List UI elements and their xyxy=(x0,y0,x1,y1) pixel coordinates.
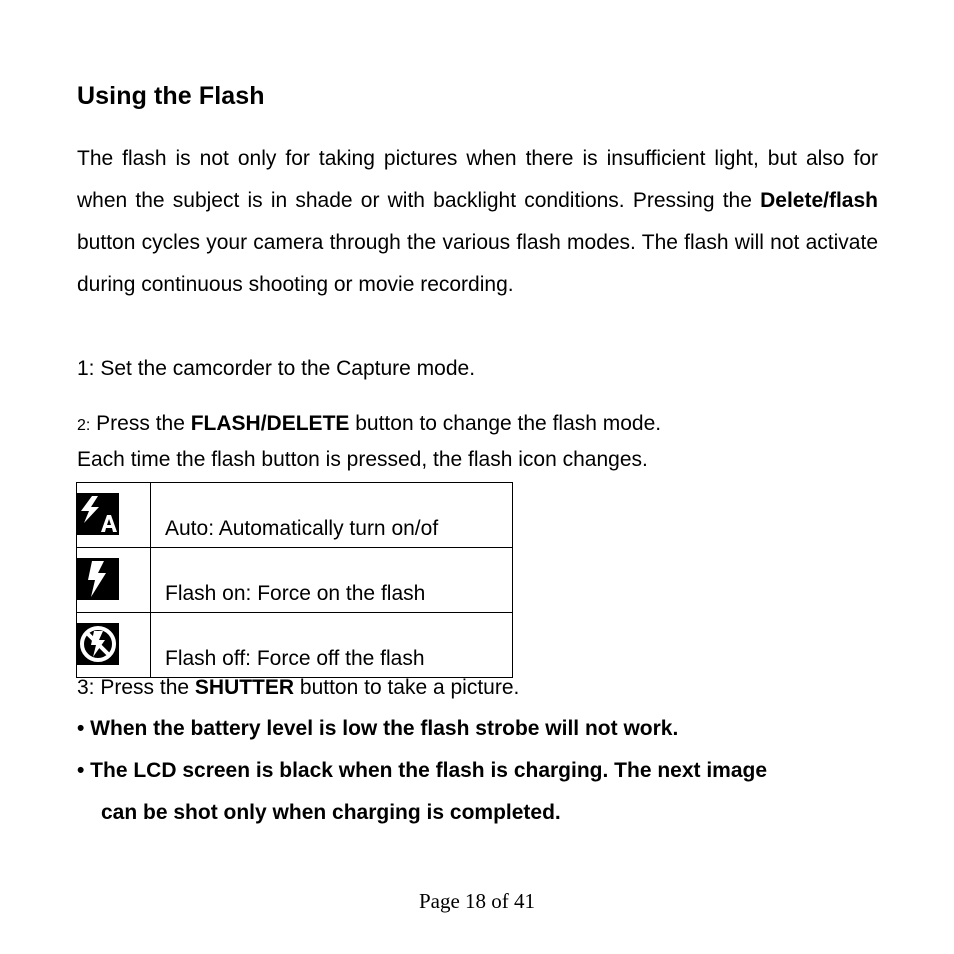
step-2-note: Each time the flash button is pressed, the flash icon changes. xyxy=(77,448,648,471)
intro-paragraph xyxy=(77,138,878,306)
mode-label: Auto: Automatically turn on/of xyxy=(151,483,513,548)
flash-mode-table xyxy=(76,482,513,678)
mode-icon-cell xyxy=(77,548,151,613)
page-number: Page 18 of 41 xyxy=(418,889,536,913)
note-lcd-continued: can be shot only when charging is completed. xyxy=(101,801,561,824)
step-3-text-post: button to take a picture. xyxy=(294,676,520,699)
step-2-number: 2: xyxy=(77,417,91,434)
intro-text-1: The flash is not only for taking pictures when there is insufficient light, but also for when the subject is in shade or with backlight conditions. Pressing the xyxy=(77,147,878,212)
mode-icon-cell xyxy=(77,613,151,678)
flash-on-icon xyxy=(77,558,119,600)
step-2-text-post: button to change the flash mode. xyxy=(349,412,662,435)
step-1: 1: Set the camcorder to the Capture mode. xyxy=(77,357,476,380)
intro-bold-button-name: Delete/flash xyxy=(760,189,878,212)
flash-off-icon xyxy=(77,623,119,665)
note-battery: • When the battery level is low the flash strobe will not work. xyxy=(77,717,679,740)
note-lcd: • The LCD screen is black when the flash is charging. The next image xyxy=(77,759,768,782)
step-3 xyxy=(77,676,519,700)
step-3-text-pre: 3: Press the xyxy=(77,676,195,699)
flash-auto-icon xyxy=(77,493,119,535)
table-row xyxy=(77,613,513,678)
mode-label: Flash on: Force on the flash xyxy=(151,548,513,613)
step-2 xyxy=(77,412,661,436)
intro-text-2: button cycles your camera through the various flash modes. The flash will not activate during continuous shooting or movie recording. xyxy=(77,231,878,296)
table-row xyxy=(77,483,513,548)
step-2-bold: FLASH/DELETE xyxy=(190,412,350,435)
table-row xyxy=(77,548,513,613)
section-title: Using the Flash xyxy=(77,82,265,110)
step-2-text-pre: Press the xyxy=(90,412,191,435)
mode-label: Flash off: Force off the flash xyxy=(151,613,513,678)
mode-icon-cell xyxy=(77,483,151,548)
step-3-bold: SHUTTER xyxy=(194,676,295,699)
